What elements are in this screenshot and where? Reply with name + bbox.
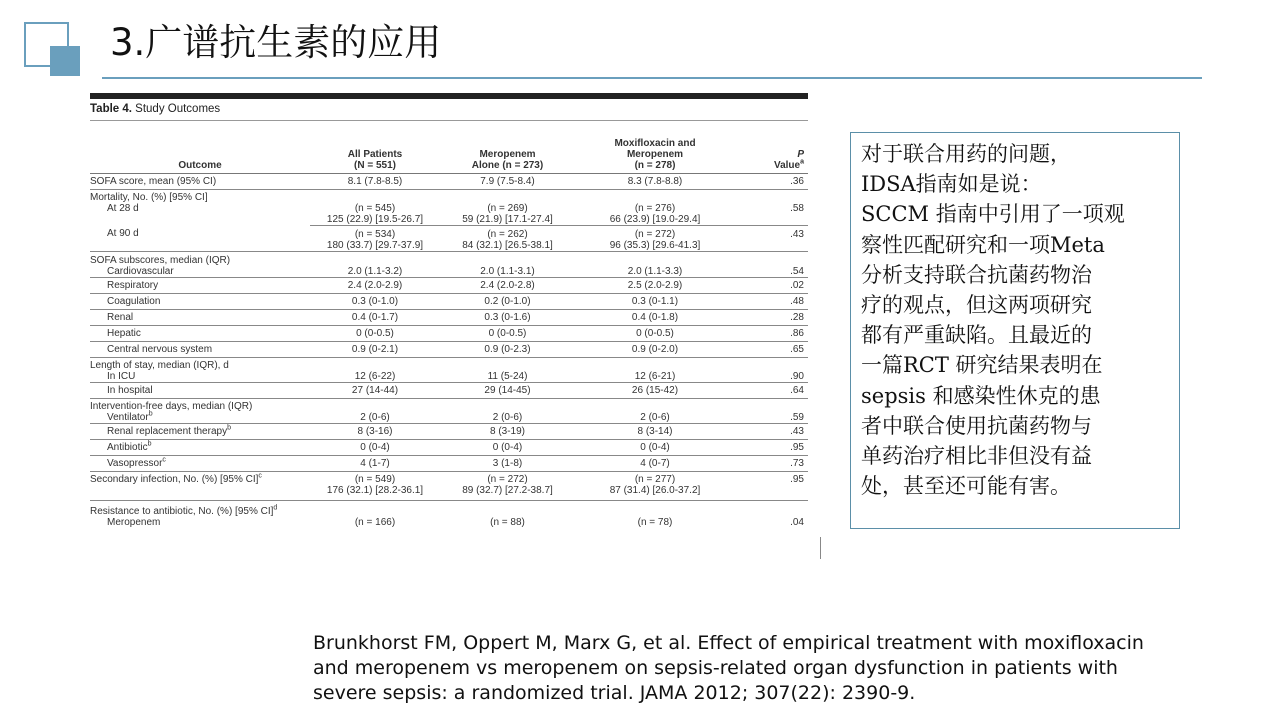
table-row: Central nervous system 0.9 (0-2.1) 0.9 (0-2.3) 0.9 (0-2.0) .65 (90, 341, 808, 357)
table-top-bar (90, 93, 808, 99)
table-row: SOFA score, mean (95% CI) 8.1 (7.8-8.5) 7.9 (7.5-8.4) 8.3 (7.8-8.8) .36 (90, 173, 808, 189)
table-row: At 28 d (n = 545) 125 (22.9) [19.5-26.7] (n = 269) 59 (21.9) [17.1-27.4] (n = 276) 66 (23.9) [19.0-29.4] .58 (90, 203, 808, 226)
note-line: 对于联合用药的问题， (861, 142, 1071, 166)
table-group-row: Intervention-free days, median (IQR) (90, 400, 253, 412)
outcomes-table (90, 121, 808, 528)
table-row: Renal replacement therapy$^b$ 8 (3-16) 8 (3-19) 8 (3-14) .43 (90, 423, 808, 439)
header-p-value: P Value$^a$ (735, 121, 808, 173)
table-row: Coagulation 0.3 (0-1.0) 0.2 (0-1.0) 0.3 (0-1.1) .48 (90, 293, 808, 309)
note-line: SCCM 指南中引用了一项观 (861, 202, 1125, 227)
table-row: Renal 0.4 (0-1.7) 0.3 (0-1.6) 0.4 (0-1.8) .28 (90, 309, 808, 325)
table-caption-title: Study Outcomes (131, 103, 221, 115)
citation-line: Brunkhorst FM, Oppert M, Marx G, et al. Effect of empirical treatment with moxifloxacin (313, 632, 1144, 654)
guideline-note-box (850, 132, 1180, 529)
decorative-square-filled (50, 46, 80, 76)
table-row: In ICU 12 (6-22) 11 (5-24) 12 (6-21) .90 (90, 371, 808, 383)
table-row: In hospital 27 (14-44) 29 (14-45) 26 (15-42) .64 (90, 382, 808, 398)
table-row: Antibiotic$^b$ 0 (0-4) 0 (0-4) 0 (0-4) .95 (90, 439, 808, 455)
note-line: 者中联合使用抗菌药物与 (861, 413, 1092, 438)
table-caption-number: Table 4. (90, 103, 132, 115)
table-row: Hepatic 0 (0-0.5) 0 (0-0.5) 0 (0-0.5) .86 (90, 325, 808, 341)
table-row: Respiratory 2.4 (2.0-2.9) 2.4 (2.0-2.8) 2.5 (2.0-2.9) .02 (90, 277, 808, 293)
table-row: Meropenem (n = 166) (n = 88) (n = 78) .04 (107, 516, 804, 528)
citation-line: severe sepsis: a randomized trial. JAMA 2012; 307(22): 2390-9. (313, 682, 916, 704)
note-line: 察性匹配研究和一项Meta (861, 232, 1105, 257)
table-caption (90, 102, 808, 117)
table-group-row: Length of stay, median (IQR), d (90, 359, 229, 371)
table-row: Cardiovascular 2.0 (1.1-3.2) 2.0 (1.1-3.1) 2.0 (1.1-3.3) .54 (90, 266, 808, 278)
table-group-row: Mortality, No. (%) [95% CI] (90, 191, 208, 203)
table-group-row: Resistance to antibiotic, No. (%) [95% CI]$^d$ (90, 504, 278, 517)
note-line: 都有严重缺陷。且最近的 (861, 323, 1092, 348)
table-row: Vasopressor$^c$ 4 (1-7) 3 (1-8) 4 (0-7) .73 (90, 455, 808, 471)
title-underline (102, 77, 1202, 79)
study-outcomes-table-figure (90, 93, 808, 528)
table-row: Secondary infection, No. (%) [95% CI]$^c$ (n = 549) 176 (32.1) [28.2-36.1] (n = 272) 89 (32.7) [27.2-38.7] (n = 277) 87 (31.4) [26.0-37.2] .95 (90, 471, 808, 500)
slide-title: 3.广谱抗生素的应用 (110, 21, 442, 64)
note-line: 分析支持联合抗菌药物治 (861, 262, 1092, 287)
table-row: Ventilator$^b$ 2 (0-6) 2 (0-6) 2 (0-6) .59 (90, 412, 808, 424)
table-row: At 90 d (n = 534) 180 (33.7) [29.7-37.9] (n = 262) 84 (32.1) [26.5-38.1] (n = 272) 96 (35.3) [29.6-41.3] .43 (90, 225, 808, 251)
header-moxifloxacin-meropenem: Moxifloxacin and Meropenem (n = 278) (575, 121, 735, 173)
table-group-row: SOFA subscores, median (IQR) (90, 254, 231, 266)
header-outcome: Outcome (90, 121, 310, 173)
table-header-row (90, 121, 808, 173)
note-line: 疗的观点，但这两项研究 (861, 293, 1092, 318)
note-line: 单药治疗相比非但没有益 (861, 444, 1092, 469)
note-line: sepsis 和感染性休克的患 (861, 383, 1101, 408)
table-edge-mark (820, 537, 821, 559)
citation-line: and meropenem vs meropenem on sepsis-related organ dysfunction in patients with (313, 657, 1118, 679)
note-line: 处，甚至还可能有害。 (861, 474, 1071, 499)
header-meropenem-alone: Meropenem Alone (n = 273) (440, 121, 575, 173)
note-line: 一篇RCT 研究结果表明在 (861, 353, 1103, 378)
header-all-patients: All Patients (N = 551) (310, 121, 440, 173)
reference-citation (313, 631, 1273, 706)
note-line: IDSA指南如是说： (861, 172, 1042, 197)
